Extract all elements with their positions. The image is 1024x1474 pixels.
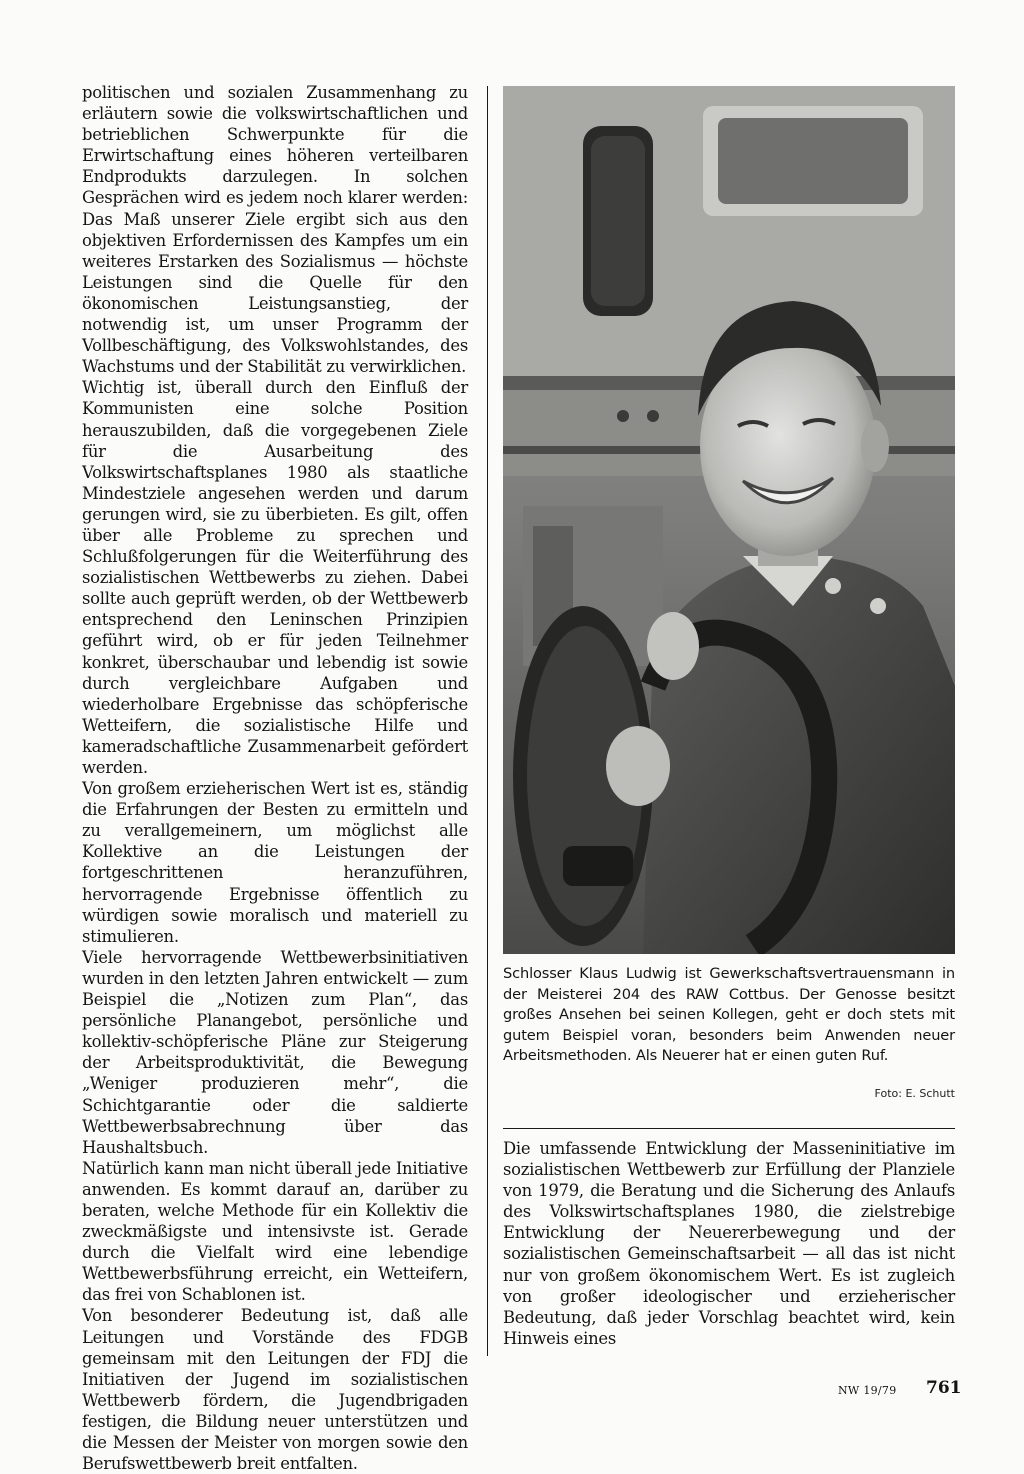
column-divider xyxy=(487,86,488,1356)
right-text-column xyxy=(503,1138,955,1349)
paragraph: Von besonderer Bedeutung ist, daß alle Leitungen und Vorstände des FDGB gemeinsam mit den Leitungen der FDJ die Initiativen der Jugend im sozialistischen Wettbewerb fördern, die Jugendbrigaden festigen, die Bildung neuer unterstützen und die Messen der Meister von morgen sowie den Berufswettbewerb breit entfalten. xyxy=(82,1306,468,1474)
paragraph: Viele hervorragende Wettbewerbsinitiativen wurden in den letzten Jahren entwickelt — zum Beispiel die „Notizen zum Plan“, das persönliche Planangebot, persönliche und kollektiv-schöpferische Pläne zur Steigerung der Arbeitsproduktivität, die Bewegung „Weniger produzieren mehr“, die Schichtgarantie oder die saldierte Wettbewerbsabrechnung über das Haushaltsbuch. xyxy=(82,947,468,1157)
paragraph: Die umfassende Entwicklung der Masseninitiative im sozialistischen Wettbewerb zur Erfüllung der Planziele von 1979, die Beratung und die Sicherung des Anlaufs des Volkswirtschaftsplanes 1980, die zielstrebige Entwicklung der Neuererbewegung und der sozialistischen Gemeinschaftsarbeit — all das ist nicht nur von großem ökonomischem Wert. Es ist zugleich von großer ideologischer und erzieherischer Bedeutung, daß jeder Vorschlag beachtet wird, kein Hinweis eines xyxy=(503,1139,955,1348)
paragraph: Natürlich kann man nicht überall jede Initiative anwenden. Es kommt darauf an, darüber zu beraten, welche Methode für ein Kollektiv die zweckmäßigste und intensivste ist. Gerade durch die Vielfalt wird eine lebendige Wettbewerbsführung erreicht, ein Wetteifern, das frei von Schablonen ist. xyxy=(82,1158,468,1305)
paragraph: Von großem erzieherischen Wert ist es, ständig die Erfahrungen der Besten zu ermitteln und zu verallgemeinern, um möglichst alle Kollektive an die Leistungen der fortgeschrittenen heranzuführen, hervorragende Ergebnisse öffentlich zu würdigen sowie moralisch und materiell zu stimulieren. xyxy=(82,779,468,946)
photo-credit: Foto: E. Schutt xyxy=(874,1087,955,1100)
photo-caption: Schlosser Klaus Ludwig ist Gewerkschaftsvertrauensmann in der Meisterei 204 des RAW Cottbus. Der Genosse besitzt großes Ansehen bei seinen Kollegen, geht er doch stets mit gutem Beispiel voran, besonders beim Anwenden neuer Arbeitsmethoden. Als Neuerer hat er einen guten Ruf. xyxy=(503,965,955,1065)
journal-issue: NW 19/79 xyxy=(838,1384,897,1397)
paragraph: Wichtig ist, überall durch den Einfluß der Kommunisten eine solche Position herauszubilden, daß die vorgegebenen Ziele für die Ausarbeitung des Volkswirtschaftsplanes 1980 als staatliche Mindestziele angesehen werden und darum gerungen wird, sie zu überbieten. Es gilt, offen über alle Probleme zu sprechen und Schlußfolgerungen für die Weiterführung des sozialistischen Wettbewerbs zu ziehen. Dabei sollte auch geprüft werden, ob der Wettbewerb entsprechend den Leninschen Prinzipien geführt wird, ob er für jeden Teilnehmer konkret, überschaubar und lebendig ist sowie durch vergleichbare Aufgaben und wiederholbare Ergebnisse das schöpferische Wetteifern, die sozialistische Hilfe und kameradschaftliche Zusammenarbeit gefördert werden. xyxy=(82,378,468,777)
photo-illustration xyxy=(503,86,955,954)
worker-photo xyxy=(503,86,955,954)
caption-divider xyxy=(503,1128,955,1129)
paragraph: politischen und sozialen Zusammenhang zu erläutern sowie die volkswirtschaftlichen und betrieblichen Schwerpunkte für die Erwirtschaftung eines höheren verteilbaren Endprodukts darzulegen. In solchen Gesprächen wird es jedem noch klarer werden: Das Maß unserer Ziele ergibt sich aus den objektiven Erfordernissen des Kampfes um ein weiteres Erstarken des Sozialismus — höchste Leistungen sind die Quelle für den ökonomischen Leistungsanstieg, der notwendig ist, um unser Programm der Vollbeschäftigung, des Volkswohlstandes, des Wachstums und der Stabilität zu verwirklichen. xyxy=(82,83,468,377)
page-number: 761 xyxy=(926,1378,962,1398)
left-text-column xyxy=(82,82,468,1474)
